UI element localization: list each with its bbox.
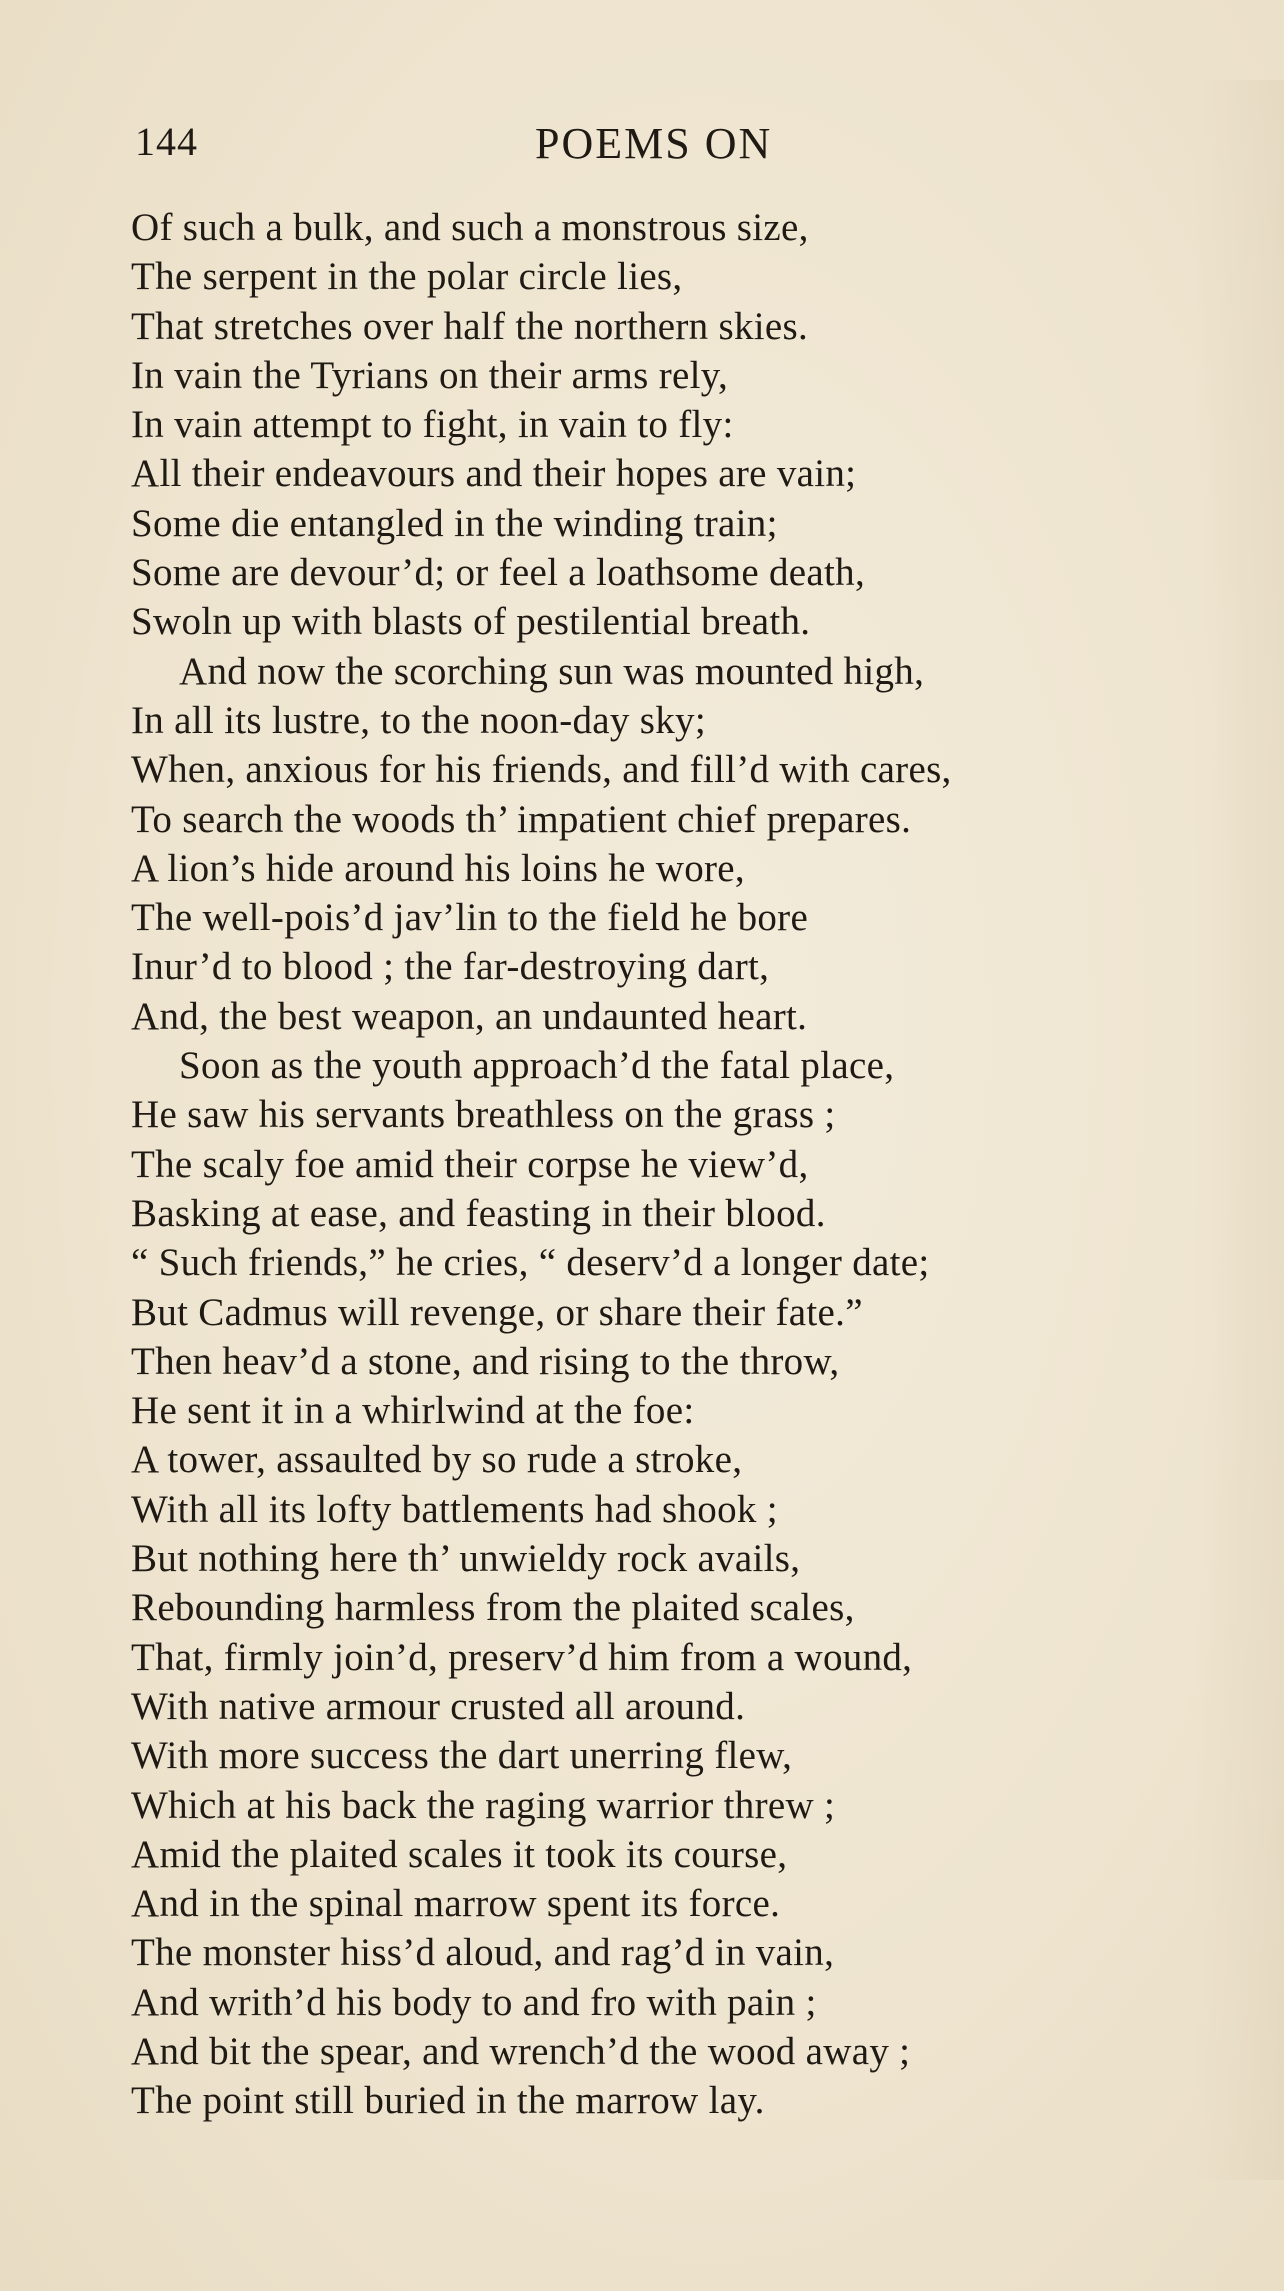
poem-line: And, the best weapon, an undaunted heart. [131, 994, 808, 1038]
poem-line: When, anxious for his friends, and fill’d with cares, [131, 748, 952, 792]
poem-line: “ Such friends,” he cries, “ deserv’d a longer date; [131, 1241, 930, 1285]
poem-text [131, 203, 1241, 2126]
poem-line: A lion’s hide around his loins he wore, [131, 846, 745, 890]
poem-line: Amid the plaited scales it took its course, [131, 1832, 788, 1876]
poem-line: That stretches over half the northern skies. [131, 304, 809, 348]
page-header [135, 118, 835, 178]
poem-line: Some are devour’d; or feel a loathsome death, [131, 551, 866, 595]
page-number: 144 [135, 119, 198, 164]
poem-line: In vain the Tyrians on their arms rely, [131, 353, 729, 397]
poem-line: Rebounding harmless from the plaited scales, [131, 1586, 855, 1630]
poem-line: Then heav’d a stone, and rising to the throw, [131, 1339, 840, 1383]
poem-line: He sent it in a whirlwind at the foe: [131, 1389, 695, 1433]
poem-line-indented: Soon as the youth approach’d the fatal place, [179, 1044, 895, 1088]
poem-line: Which at his back the raging warrior threw ; [131, 1783, 836, 1827]
poem-line: And writh’d his body to and fro with pain ; [131, 1980, 817, 2024]
poem-line: Basking at ease, and feasting in their blood. [131, 1191, 826, 1235]
poem-line: With more success the dart unerring flew, [131, 1734, 793, 1778]
poem-line: In vain attempt to fight, in vain to fly: [131, 403, 734, 447]
poem-line: And in the spinal marrow spent its force. [131, 1882, 781, 1926]
poem-line: Swoln up with blasts of pestilential breath. [131, 600, 811, 644]
poem-line-indented: And now the scorching sun was mounted high, [179, 649, 925, 693]
running-head: POEMS ON [535, 119, 773, 168]
poem-line: To search the woods th’ impatient chief prepares. [131, 797, 912, 841]
poem-line: A tower, assaulted by so rude a stroke, [131, 1438, 743, 1482]
poem-line: Of such a bulk, and such a monstrous size, [131, 206, 809, 249]
poem-line: Some die entangled in the winding train; [131, 501, 778, 545]
poem-line: With all its lofty battlements had shook ; [131, 1487, 778, 1531]
poem-line: The well-pois’d jav’lin to the field he bore [131, 896, 809, 940]
poem-line: The monster hiss’d aloud, and rag’d in vain, [131, 1931, 835, 1975]
poem-line: But Cadmus will revenge, or share their fate.” [131, 1290, 863, 1334]
poem-line: But nothing here th’ unwieldy rock avails, [131, 1537, 801, 1581]
poem-line: The scaly foe amid their corpse he view’d, [131, 1142, 809, 1186]
poem-line: With native armour crusted all around. [131, 1684, 746, 1728]
poem-line: The point still buried in the marrow lay. [131, 2079, 765, 2123]
poem-line: And bit the spear, and wrench’d the wood away ; [131, 2029, 911, 2073]
poem-line: Inur’d to blood ; the far-destroying dart, [131, 945, 770, 989]
poem-line: That, firmly join’d, preserv’d him from a wound, [131, 1635, 913, 1679]
poem-line: The serpent in the polar circle lies, [131, 255, 683, 299]
poem-line: He saw his servants breathless on the grass ; [131, 1093, 836, 1137]
poem-line: In all its lustre, to the noon-day sky; [131, 698, 706, 742]
poem-line: All their endeavours and their hopes are vain; [131, 452, 857, 496]
